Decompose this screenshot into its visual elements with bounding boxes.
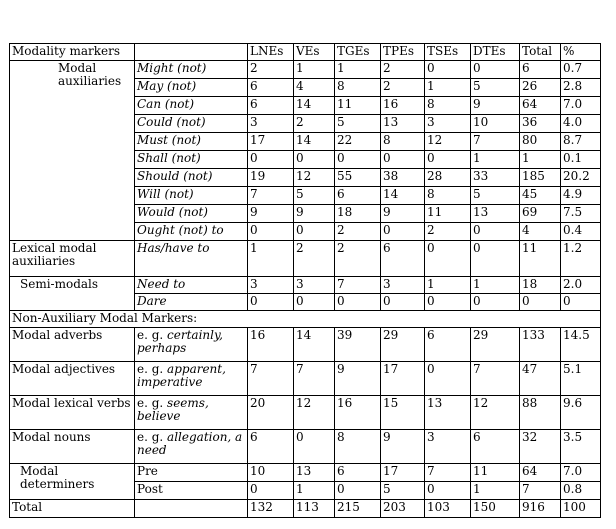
value-cell: 3 [425, 115, 471, 133]
value-cell: 39 [335, 328, 381, 362]
column-header: DTEs [471, 44, 520, 61]
value-cell: 6 [248, 79, 294, 97]
value-cell: 5 [471, 187, 520, 205]
value-cell: 7.0 [561, 97, 601, 115]
marker-cell: Would (not) [135, 205, 248, 223]
value-cell: 0 [248, 151, 294, 169]
value-cell: 32 [520, 430, 561, 464]
marker-cell: Shall (not) [135, 151, 248, 169]
value-cell: 4 [294, 79, 335, 97]
value-cell: 7 [335, 277, 381, 294]
value-cell: 14 [294, 97, 335, 115]
value-cell: 16 [335, 396, 381, 430]
marker-cell: Might (not) [135, 61, 248, 79]
value-cell: 215 [335, 500, 381, 518]
value-cell: 0 [425, 151, 471, 169]
value-cell: 18 [520, 277, 561, 294]
value-cell: 11 [471, 464, 520, 482]
table-body [10, 44, 601, 518]
group-label: Modal nouns [10, 430, 135, 464]
example-cell [135, 362, 248, 396]
value-cell: 8 [425, 97, 471, 115]
example-text: allegation, a need [137, 430, 243, 457]
header-row [10, 44, 601, 61]
marker-cell: May (not) [135, 79, 248, 97]
value-cell: 7 [294, 362, 335, 396]
value-cell: 3 [248, 115, 294, 133]
value-cell: 6 [520, 61, 561, 79]
value-cell: 4 [520, 223, 561, 241]
group-label: Modal adjectives [10, 362, 135, 396]
value-cell: 1 [425, 79, 471, 97]
value-cell: 6 [248, 97, 294, 115]
value-cell: 55 [335, 169, 381, 187]
value-cell: 10 [471, 115, 520, 133]
value-cell: 5 [381, 482, 425, 500]
value-cell: 0 [471, 61, 520, 79]
value-cell: 3 [248, 277, 294, 294]
value-cell: 3 [381, 277, 425, 294]
column-header: Total [520, 44, 561, 61]
value-cell: 18 [335, 205, 381, 223]
value-cell: 0 [425, 294, 471, 311]
value-cell: 0 [425, 482, 471, 500]
value-cell: 6 [335, 464, 381, 482]
marker-cell: Has/have to [135, 241, 248, 277]
value-cell: 12 [294, 396, 335, 430]
value-cell: 0.1 [561, 151, 601, 169]
example-cell [135, 396, 248, 430]
empty-cell [135, 500, 248, 518]
value-cell: 0 [381, 294, 425, 311]
marker-cell: Post [135, 482, 248, 500]
value-cell: 9 [335, 362, 381, 396]
marker-cell: Will (not) [135, 187, 248, 205]
value-cell: 0 [381, 223, 425, 241]
value-cell: 2.8 [561, 79, 601, 97]
value-cell: 0 [294, 151, 335, 169]
value-cell: 150 [471, 500, 520, 518]
value-cell: 0 [248, 482, 294, 500]
value-cell: 16 [248, 328, 294, 362]
value-cell: 38 [381, 169, 425, 187]
value-cell: 6 [425, 328, 471, 362]
value-cell: 14 [381, 187, 425, 205]
value-cell: 7 [520, 482, 561, 500]
value-cell: 2.0 [561, 277, 601, 294]
example-cell [135, 430, 248, 464]
value-cell: 103 [425, 500, 471, 518]
value-cell: 0 [561, 294, 601, 311]
value-cell: 11 [520, 241, 561, 277]
value-cell: 13 [425, 396, 471, 430]
value-cell: 1 [335, 61, 381, 79]
value-cell: 8 [335, 430, 381, 464]
column-header: LNEs [248, 44, 294, 61]
value-cell: 7.0 [561, 464, 601, 482]
group-label: Modal determiners [10, 464, 135, 500]
value-cell: 0 [471, 223, 520, 241]
value-cell: 29 [381, 328, 425, 362]
value-cell: 7.5 [561, 205, 601, 223]
value-cell: 17 [381, 362, 425, 396]
value-cell: 0 [294, 223, 335, 241]
value-cell: 2 [381, 61, 425, 79]
value-cell: 33 [471, 169, 520, 187]
example-cell [135, 328, 248, 362]
value-cell: 4.0 [561, 115, 601, 133]
marker-cell: Ought (not) to [135, 223, 248, 241]
value-cell: 6 [471, 430, 520, 464]
column-header: Modality markers [10, 44, 135, 61]
value-cell: 12 [294, 169, 335, 187]
value-cell: 132 [248, 500, 294, 518]
table-row [10, 396, 601, 430]
value-cell: 0 [335, 482, 381, 500]
value-cell: 88 [520, 396, 561, 430]
value-cell: 4.9 [561, 187, 601, 205]
value-cell: 5.1 [561, 362, 601, 396]
table-row [10, 277, 601, 294]
value-cell: 9 [294, 205, 335, 223]
value-cell: 45 [520, 187, 561, 205]
value-cell: 100 [561, 500, 601, 518]
value-cell: 29 [471, 328, 520, 362]
example-prefix: e. g. [137, 396, 168, 410]
value-cell: 0.7 [561, 61, 601, 79]
value-cell: 8 [425, 187, 471, 205]
value-cell: 47 [520, 362, 561, 396]
value-cell: 133 [520, 328, 561, 362]
value-cell: 203 [381, 500, 425, 518]
table-row [10, 61, 601, 79]
value-cell: 1 [471, 277, 520, 294]
value-cell: 9 [381, 430, 425, 464]
value-cell: 20.2 [561, 169, 601, 187]
value-cell: 2 [425, 223, 471, 241]
value-cell: 9 [248, 205, 294, 223]
example-text: apparent, imperative [137, 362, 226, 389]
value-cell: 5 [294, 187, 335, 205]
value-cell: 22 [335, 133, 381, 151]
value-cell: 2 [294, 241, 335, 277]
value-cell: 28 [425, 169, 471, 187]
value-cell: 14.5 [561, 328, 601, 362]
value-cell: 13 [381, 115, 425, 133]
value-cell: 3.5 [561, 430, 601, 464]
value-cell: 0 [520, 294, 561, 311]
value-cell: 64 [520, 464, 561, 482]
value-cell: 9 [381, 205, 425, 223]
value-cell: 6 [248, 430, 294, 464]
column-header [135, 44, 248, 61]
value-cell: 10 [248, 464, 294, 482]
section-heading-row [10, 311, 601, 328]
value-cell: 14 [294, 328, 335, 362]
total-row [10, 500, 601, 518]
column-header: VEs [294, 44, 335, 61]
value-cell: 2 [335, 241, 381, 277]
value-cell: 1.2 [561, 241, 601, 277]
value-cell: 9.6 [561, 396, 601, 430]
value-cell: 0 [381, 151, 425, 169]
modality-table [9, 43, 601, 518]
table-row [10, 328, 601, 362]
marker-cell: Can (not) [135, 97, 248, 115]
marker-cell: Could (not) [135, 115, 248, 133]
value-cell: 916 [520, 500, 561, 518]
value-cell: 12 [425, 133, 471, 151]
value-cell: 2 [335, 223, 381, 241]
value-cell: 80 [520, 133, 561, 151]
value-cell: 3 [294, 277, 335, 294]
value-cell: 0 [335, 151, 381, 169]
marker-cell: Should (not) [135, 169, 248, 187]
value-cell: 7 [471, 133, 520, 151]
example-text: certainly, perhaps [137, 328, 223, 355]
value-cell: 7 [425, 464, 471, 482]
value-cell: 0 [425, 241, 471, 277]
group-label: Modal lexical verbs [10, 396, 135, 430]
value-cell: 11 [335, 97, 381, 115]
value-cell: 0 [471, 241, 520, 277]
value-cell: 13 [294, 464, 335, 482]
value-cell: 0.8 [561, 482, 601, 500]
group-label: Semi-modals [10, 277, 135, 311]
value-cell: 8 [381, 133, 425, 151]
marker-cell: Dare [135, 294, 248, 311]
value-cell: 7 [471, 362, 520, 396]
value-cell: 12 [471, 396, 520, 430]
column-header: TSEs [425, 44, 471, 61]
value-cell: 1 [248, 241, 294, 277]
value-cell: 7 [248, 362, 294, 396]
value-cell: 9 [471, 97, 520, 115]
value-cell: 14 [294, 133, 335, 151]
value-cell: 0 [425, 61, 471, 79]
value-cell: 26 [520, 79, 561, 97]
value-cell: 5 [471, 79, 520, 97]
marker-cell: Need to [135, 277, 248, 294]
column-header: TGEs [335, 44, 381, 61]
value-cell: 11 [425, 205, 471, 223]
value-cell: 1 [294, 482, 335, 500]
value-cell: 1 [471, 482, 520, 500]
marker-cell: Must (not) [135, 133, 248, 151]
value-cell: 13 [471, 205, 520, 223]
value-cell: 1 [294, 61, 335, 79]
value-cell: 36 [520, 115, 561, 133]
example-prefix: e. g. [137, 430, 168, 444]
value-cell: 69 [520, 205, 561, 223]
value-cell: 113 [294, 500, 335, 518]
table-row [10, 430, 601, 464]
table-row [10, 362, 601, 396]
value-cell: 17 [381, 464, 425, 482]
total-label: Total [10, 500, 135, 518]
group-label: Modal adverbs [10, 328, 135, 362]
value-cell: 7 [248, 187, 294, 205]
value-cell: 8.7 [561, 133, 601, 151]
value-cell: 2 [248, 61, 294, 79]
value-cell: 17 [248, 133, 294, 151]
value-cell: 0 [471, 294, 520, 311]
value-cell: 0 [425, 362, 471, 396]
column-header: TPEs [381, 44, 425, 61]
group-label: Lexical modal auxiliaries [10, 241, 135, 277]
value-cell: 1 [425, 277, 471, 294]
value-cell: 0 [248, 223, 294, 241]
value-cell: 6 [335, 187, 381, 205]
table-row [10, 464, 601, 482]
value-cell: 0 [248, 294, 294, 311]
value-cell: 0 [294, 430, 335, 464]
value-cell: 20 [248, 396, 294, 430]
value-cell: 19 [248, 169, 294, 187]
column-header: % [561, 44, 601, 61]
example-text: seems, believe [137, 396, 209, 423]
table-row [10, 241, 601, 277]
value-cell: 6 [381, 241, 425, 277]
value-cell: 2 [381, 79, 425, 97]
group-label: Modal auxiliaries [10, 61, 135, 241]
value-cell: 8 [335, 79, 381, 97]
marker-cell: Pre [135, 464, 248, 482]
value-cell: 16 [381, 97, 425, 115]
value-cell: 0 [335, 294, 381, 311]
section-heading: Non-Auxiliary Modal Markers: [10, 311, 601, 328]
value-cell: 2 [294, 115, 335, 133]
value-cell: 1 [520, 151, 561, 169]
value-cell: 64 [520, 97, 561, 115]
value-cell: 1 [471, 151, 520, 169]
example-prefix: e. g. [137, 362, 168, 376]
value-cell: 185 [520, 169, 561, 187]
value-cell: 0 [294, 294, 335, 311]
value-cell: 5 [335, 115, 381, 133]
value-cell: 3 [425, 430, 471, 464]
example-prefix: e. g. [137, 328, 168, 342]
value-cell: 0.4 [561, 223, 601, 241]
value-cell: 15 [381, 396, 425, 430]
